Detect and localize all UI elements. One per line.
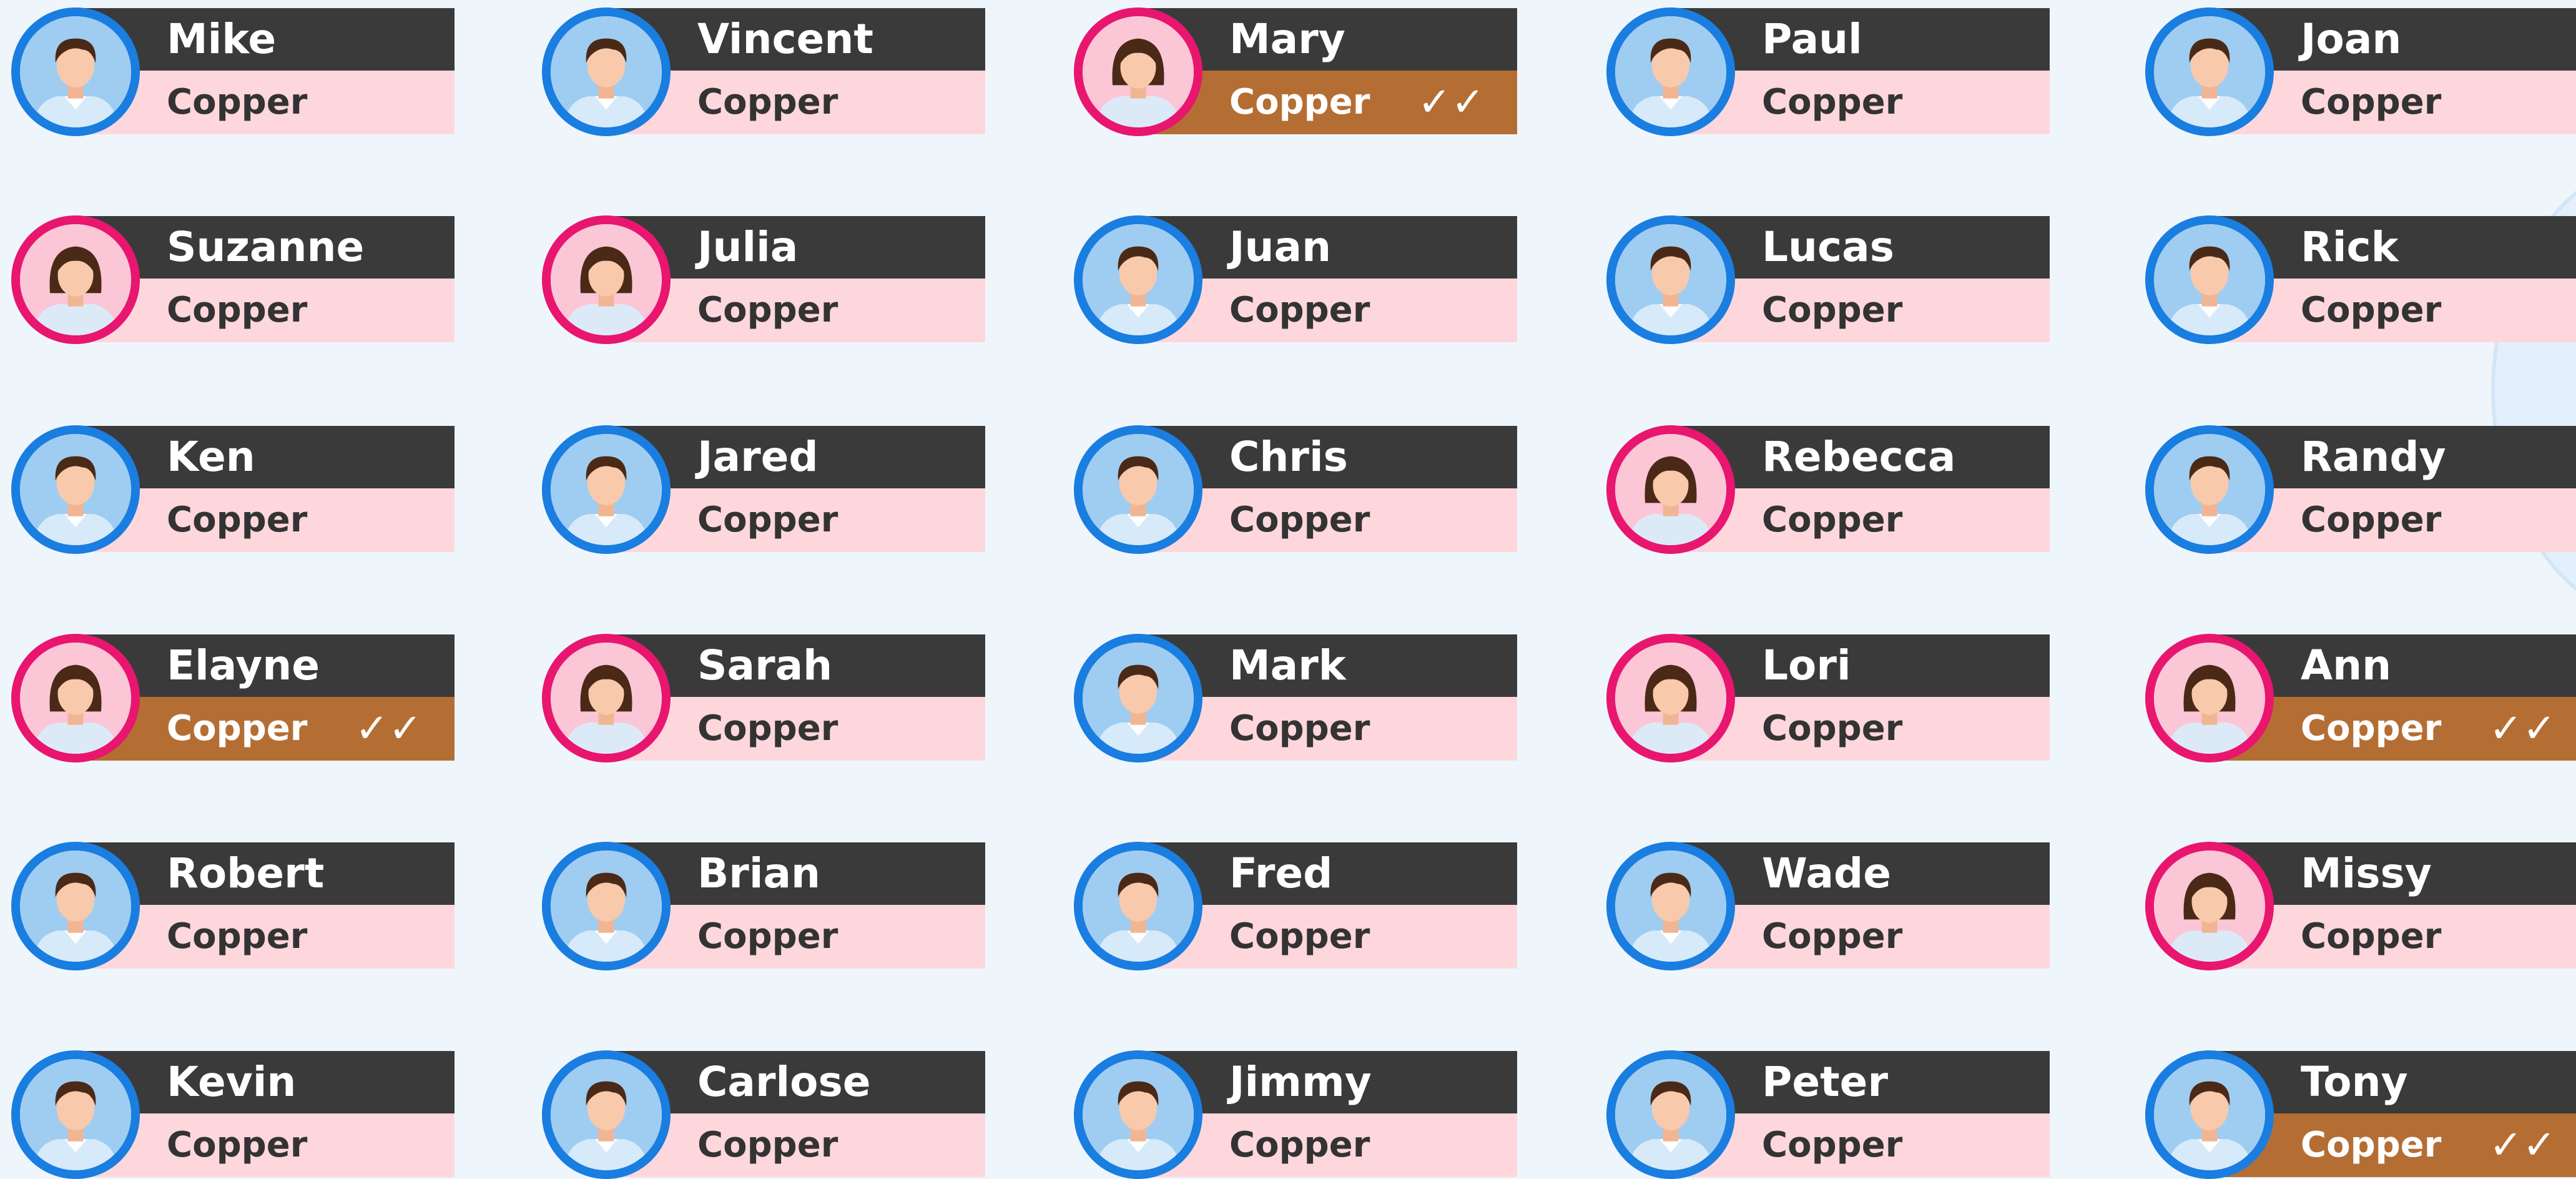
- player-name: Vincent: [599, 8, 985, 71]
- male-avatar-icon: [1615, 851, 1726, 962]
- avatar: [1606, 7, 1735, 136]
- rank-label: Copper: [1229, 708, 1370, 749]
- female-avatar-icon: [20, 224, 131, 335]
- player-name: Ken: [69, 426, 455, 488]
- avatar: [2145, 1050, 2274, 1179]
- avatar: [2145, 425, 2274, 554]
- player-card-robert[interactable]: [0, 834, 455, 965]
- avatar: [1074, 215, 1202, 344]
- player-card-missy[interactable]: [2134, 834, 2576, 965]
- male-avatar-icon: [1615, 224, 1726, 335]
- rank-label: Copper: [697, 708, 838, 749]
- male-avatar-icon: [1083, 643, 1194, 754]
- male-avatar-icon: [2154, 16, 2265, 127]
- player-name: Ann: [2203, 634, 2576, 697]
- player-name: Elayne: [69, 634, 455, 697]
- player-card-mary[interactable]: [1063, 0, 1517, 131]
- avatar: [1606, 634, 1735, 762]
- rank-label: Copper: [2301, 916, 2442, 957]
- player-name: Rebecca: [1664, 426, 2050, 488]
- female-avatar-icon: [20, 643, 131, 754]
- avatar: [1074, 425, 1202, 554]
- female-avatar-icon: [551, 643, 662, 754]
- rank-label: Copper: [697, 1125, 838, 1165]
- male-avatar-icon: [1083, 1059, 1194, 1170]
- male-avatar-icon: [551, 851, 662, 962]
- player-name: Lori: [1664, 634, 2050, 697]
- female-avatar-icon: [1615, 434, 1726, 545]
- rank-label: Copper: [2301, 500, 2442, 540]
- player-name: Wade: [1664, 842, 2050, 905]
- avatar: [11, 215, 140, 344]
- rank-label: Copper: [167, 1125, 308, 1165]
- male-avatar-icon: [1083, 434, 1194, 545]
- double-check-icon: ✓✓: [2489, 706, 2556, 752]
- rank-label: Copper: [167, 82, 308, 122]
- rank-label: Copper: [697, 916, 838, 957]
- player-card-paul[interactable]: [1595, 0, 2050, 131]
- player-name: Brian: [599, 842, 985, 905]
- player-card-lucas[interactable]: [1595, 208, 2050, 339]
- rank-label: Copper: [2301, 1125, 2442, 1165]
- player-card-fred[interactable]: [1063, 834, 1517, 965]
- player-card-jared[interactable]: [531, 418, 985, 549]
- player-name: Fred: [1131, 842, 1517, 905]
- player-card-vincent[interactable]: [531, 0, 985, 131]
- avatar: [1606, 215, 1735, 344]
- player-card-chris[interactable]: [1063, 418, 1517, 549]
- player-card-brian[interactable]: [531, 834, 985, 965]
- avatar: [1074, 842, 1202, 970]
- player-name: Jimmy: [1131, 1051, 1517, 1113]
- rank-label: Copper: [1229, 290, 1370, 330]
- player-name: Rick: [2203, 216, 2576, 279]
- player-name: Mary: [1131, 8, 1517, 71]
- rank-label: Copper: [697, 500, 838, 540]
- male-avatar-icon: [1615, 1059, 1726, 1170]
- player-name: Mark: [1131, 634, 1517, 697]
- player-card-suzanne[interactable]: [0, 208, 455, 339]
- player-name: Sarah: [599, 634, 985, 697]
- rank-label: Copper: [2301, 82, 2442, 122]
- avatar: [1606, 842, 1735, 970]
- player-card-wade[interactable]: [1595, 834, 2050, 965]
- player-name: Suzanne: [69, 216, 455, 279]
- avatar: [2145, 215, 2274, 344]
- avatar: [11, 1050, 140, 1179]
- rank-label: Copper: [167, 500, 308, 540]
- rank-label: Copper: [1229, 1125, 1370, 1165]
- player-name: Julia: [599, 216, 985, 279]
- player-name: Juan: [1131, 216, 1517, 279]
- male-avatar-icon: [20, 16, 131, 127]
- player-name: Peter: [1664, 1051, 2050, 1113]
- player-card-tony[interactable]: [2134, 1043, 2576, 1174]
- player-card-mark[interactable]: [1063, 626, 1517, 757]
- rank-label: Copper: [697, 290, 838, 330]
- male-avatar-icon: [20, 434, 131, 545]
- rank-label: Copper: [167, 290, 308, 330]
- avatar: [2145, 842, 2274, 970]
- male-avatar-icon: [2154, 434, 2265, 545]
- avatar: [542, 1050, 671, 1179]
- player-card-sarah[interactable]: [531, 626, 985, 757]
- player-card-rick[interactable]: [2134, 208, 2576, 339]
- male-avatar-icon: [20, 1059, 131, 1170]
- player-card-joan[interactable]: [2134, 0, 2576, 131]
- player-name: Randy: [2203, 426, 2576, 488]
- male-avatar-icon: [2154, 224, 2265, 335]
- player-card-carlose[interactable]: [531, 1043, 985, 1174]
- rank-label: Copper: [697, 82, 838, 122]
- player-name: Joan: [2203, 8, 2576, 71]
- player-card-randy[interactable]: [2134, 418, 2576, 549]
- player-name: Missy: [2203, 842, 2576, 905]
- male-avatar-icon: [20, 851, 131, 962]
- female-avatar-icon: [2154, 643, 2265, 754]
- avatar: [1606, 425, 1735, 554]
- player-card-jimmy[interactable]: [1063, 1043, 1517, 1174]
- rank-label: Copper: [167, 708, 308, 749]
- player-card-julia[interactable]: [531, 208, 985, 339]
- female-avatar-icon: [1083, 16, 1194, 127]
- avatar: [542, 215, 671, 344]
- avatar: [2145, 7, 2274, 136]
- avatar: [2145, 634, 2274, 762]
- player-card-juan[interactable]: [1063, 208, 1517, 339]
- player-card-ann[interactable]: [2134, 626, 2576, 757]
- rank-label: Copper: [1229, 500, 1370, 540]
- player-card-peter[interactable]: [1595, 1043, 2050, 1174]
- player-card-mike[interactable]: [0, 0, 455, 131]
- avatar: [1074, 1050, 1202, 1179]
- player-card-elayne[interactable]: [0, 626, 455, 757]
- avatar: [1074, 634, 1202, 762]
- player-card-ken[interactable]: [0, 418, 455, 549]
- avatar: [11, 634, 140, 762]
- rank-label: Copper: [1229, 916, 1370, 957]
- player-name: Robert: [69, 842, 455, 905]
- avatar: [542, 7, 671, 136]
- rank-label: Copper: [2301, 708, 2442, 749]
- player-card-lori[interactable]: [1595, 626, 2050, 757]
- player-name: Tony: [2203, 1051, 2576, 1113]
- player-card-kevin[interactable]: [0, 1043, 455, 1174]
- avatar: [542, 425, 671, 554]
- rank-label: Copper: [1762, 82, 1903, 122]
- player-name: Chris: [1131, 426, 1517, 488]
- player-name: Lucas: [1664, 216, 2050, 279]
- player-card-rebecca[interactable]: [1595, 418, 2050, 549]
- male-avatar-icon: [551, 1059, 662, 1170]
- avatar: [11, 842, 140, 970]
- player-name: Paul: [1664, 8, 2050, 71]
- double-check-icon: ✓✓: [2489, 1122, 2556, 1168]
- avatar: [1074, 7, 1202, 136]
- rank-label: Copper: [1762, 290, 1903, 330]
- rank-label: Copper: [1229, 82, 1370, 122]
- female-avatar-icon: [551, 224, 662, 335]
- rank-label: Copper: [1762, 916, 1903, 957]
- player-name: Kevin: [69, 1051, 455, 1113]
- avatar: [542, 634, 671, 762]
- player-name: Jared: [599, 426, 985, 488]
- rank-label: Copper: [1762, 500, 1903, 540]
- male-avatar-icon: [551, 434, 662, 545]
- avatar: [11, 7, 140, 136]
- female-avatar-icon: [2154, 851, 2265, 962]
- rank-label: Copper: [167, 916, 308, 957]
- avatar: [542, 842, 671, 970]
- male-avatar-icon: [1083, 851, 1194, 962]
- rank-label: Copper: [1762, 1125, 1903, 1165]
- rank-label: Copper: [1762, 708, 1903, 749]
- male-avatar-icon: [551, 16, 662, 127]
- male-avatar-icon: [1083, 224, 1194, 335]
- male-avatar-icon: [2154, 1059, 2265, 1170]
- player-name: Mike: [69, 8, 455, 71]
- player-name: Carlose: [599, 1051, 985, 1113]
- avatar: [1606, 1050, 1735, 1179]
- male-avatar-icon: [1615, 16, 1726, 127]
- double-check-icon: ✓✓: [355, 706, 422, 752]
- avatar: [11, 425, 140, 554]
- double-check-icon: ✓✓: [1417, 79, 1485, 126]
- female-avatar-icon: [1615, 643, 1726, 754]
- rank-label: Copper: [2301, 290, 2442, 330]
